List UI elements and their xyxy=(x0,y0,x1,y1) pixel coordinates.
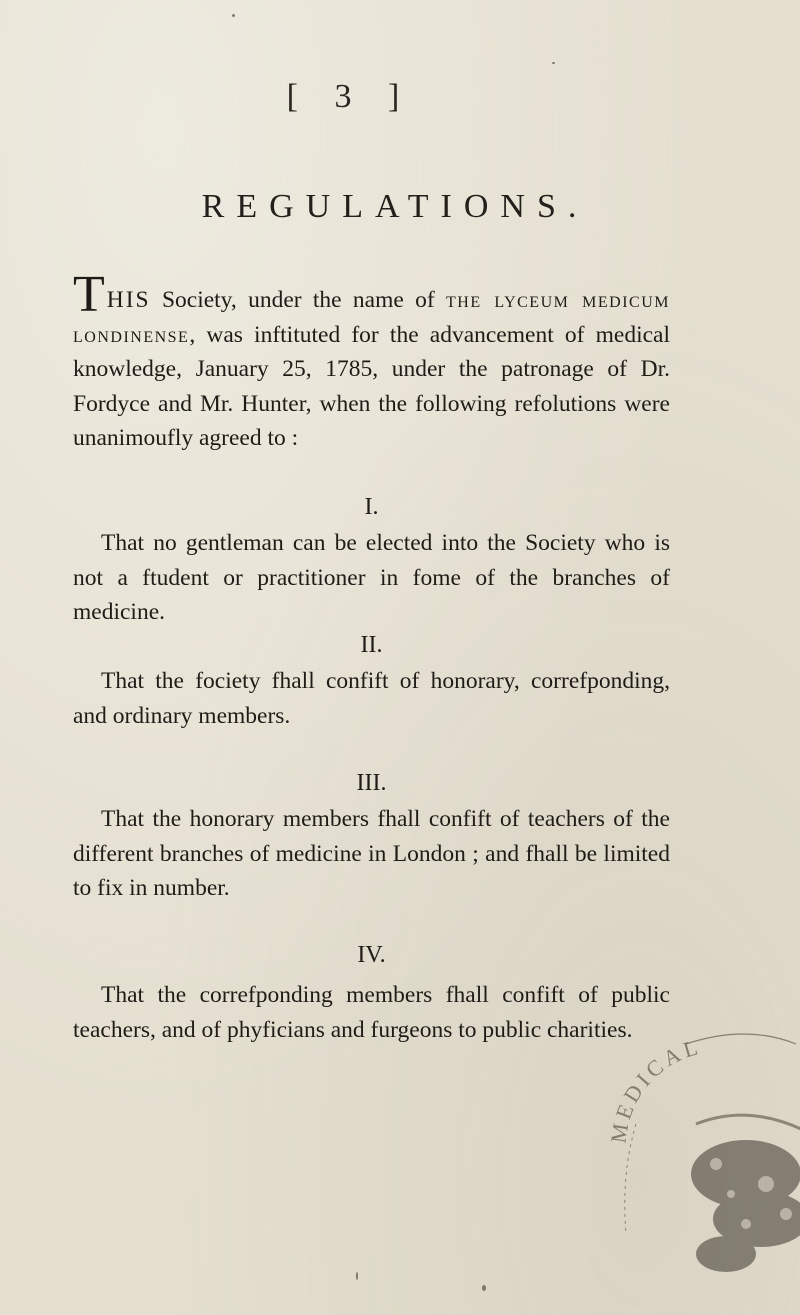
paper-speck xyxy=(552,62,555,64)
intro-paragraph xyxy=(73,266,670,456)
resolution-text-2: That the fociety fhall confift of honorary, correfponding, and ordinary members. xyxy=(73,668,670,729)
resolution-text-3: That the honorary members fhall confift of teachers of the different branches of medicine in London ; and fhall be limited to fix in number. xyxy=(73,806,670,901)
paper-speck xyxy=(232,14,235,17)
intro-caps-word: HIS xyxy=(106,287,151,313)
resolution-text-4: That the correfponding members fhall confift of public teachers, and of phyficians and furgeons to public charities. xyxy=(73,982,670,1043)
resolution-numeral-3: III. xyxy=(356,770,387,796)
page-number: [ 3 ] xyxy=(286,78,414,115)
stamp-text: MEDICAL xyxy=(605,1033,705,1145)
paper-speck xyxy=(356,1272,358,1280)
resolution-numeral-1: I. xyxy=(364,494,379,520)
paper-speck xyxy=(482,1285,486,1291)
resolution-text-1: That no gentleman can be elected into the Society who is not a ftudent or practitioner in fome of the branches of medicine. xyxy=(73,530,670,625)
intro-text-2: , was inftituted for the advancement of medical knowledge, January 25, 1785, under the patronage of Dr. Fordyce and Mr. Hunter, when the following refolutions were unanimoufly agreed to : xyxy=(73,321,670,451)
intro-text-1: Society, under the name of xyxy=(150,287,446,313)
society-name: the lyceum medicum londinense xyxy=(73,287,670,348)
drop-cap: T xyxy=(73,266,107,323)
page-heading: REGULATIONS. xyxy=(201,188,589,225)
resolution-numeral-4: IV. xyxy=(357,942,386,968)
library-stamp-icon xyxy=(596,1014,800,1314)
svg-text:MEDICAL xyxy=(605,1034,704,1145)
resolution-numeral-2: II. xyxy=(360,632,383,658)
